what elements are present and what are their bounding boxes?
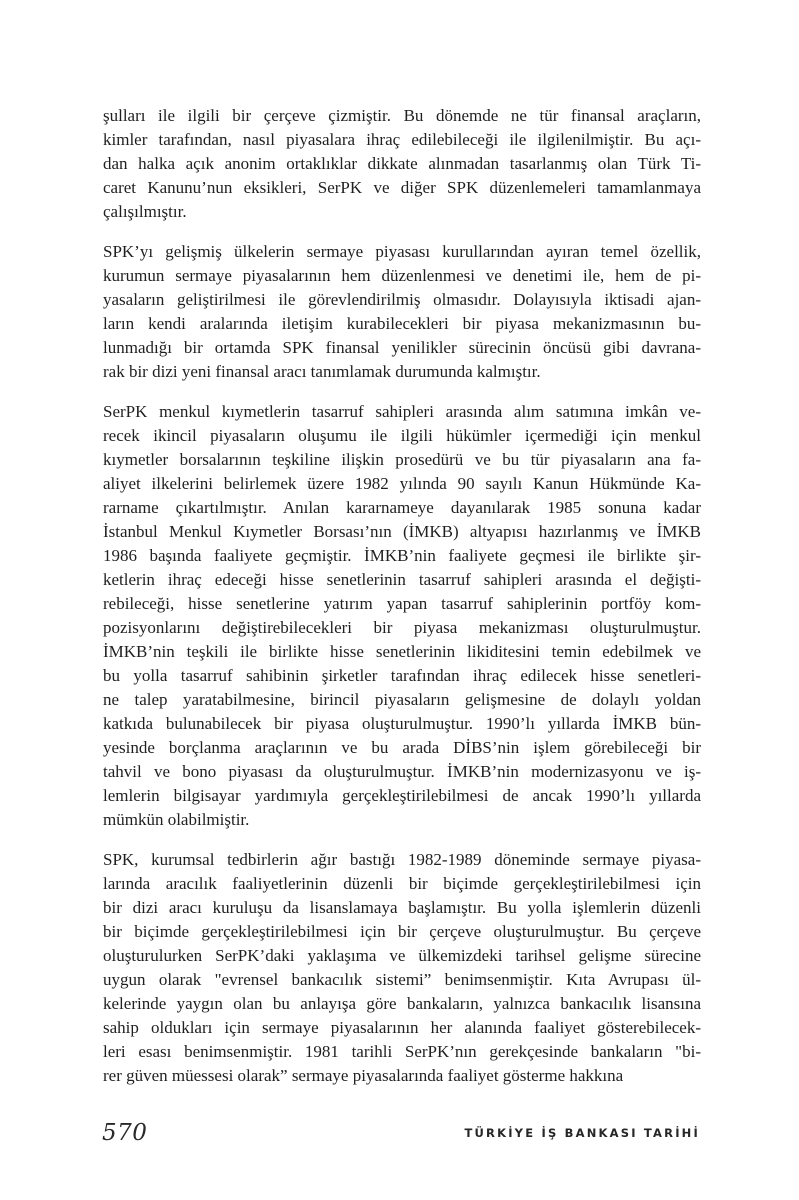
page-footer [0,1118,799,1158]
text-line: leri esası benimsenmiştir. 1981 tarihli SerPK’nın gerekçesinde bankaların "bi- [103,1042,701,1061]
text-line: oluşturulurken SerPK’daki yaklaşıma ve ülkemizdeki tarihsel gelişme sürecine [103,946,701,965]
text-line: İMKB’nin teşkili ile birlikte hisse senetlerinin likiditesini temin edebilmek ve [103,642,701,661]
body-text [103,104,701,1104]
text-line: ne talep yaratabilmesine, birincil piyasaların gelişmesine de dolaylı yoldan [103,690,701,709]
text-line: bir biçimde gerçekleştirilebilmesi için bir çerçeve oluşturulmuştur. Bu çerçeve [103,922,701,941]
text-line: SerPK menkul kıymetlerin tasarruf sahipleri arasında alım satımına imkân ve- [103,402,701,421]
text-line: bir dizi aracı kuruluşu da lisanslamaya başlamıştır. Bu yolla işlemlerin düzenli [103,898,701,917]
paragraph [103,104,701,224]
text-line: rarname çıkartılmıştır. Anılan kararnameye dayanılarak 1985 sonuna kadar [103,498,701,517]
paragraph [103,240,701,384]
paragraph [103,848,701,1088]
page-number: 570 [102,1120,148,1146]
running-title: TÜRKİYE İŞ BANKASI TARİHİ [464,1126,700,1140]
text-line: ketlerin ihraç edeceği hisse senetlerinin tasarruf sahipleri arasında el değişti- [103,570,701,589]
text-line: mümkün olabilmiştir. [103,810,250,829]
text-line: kıymetler borsalarının teşkiline ilişkin prosedürü ve bu tür piyasaların ana fa- [103,450,701,469]
text-line: rebileceği, hisse senetlerine yatırım yapan tasarruf sahiplerinin portföy kom- [103,594,701,613]
text-line: pozisyonlarını değiştirebilecekleri bir piyasa mekanizması oluşturulmuştur. [103,618,701,637]
text-line: yesinde borçlanma araçlarının ve bu arada DİBS’nin işlem görebileceği bir [103,738,701,757]
text-line: dan halka açık anonim ortaklıklar dikkate alınmadan tasarlanmış olan Türk Ti- [103,154,701,173]
paragraph [103,400,701,832]
text-line: İstanbul Menkul Kıymetler Borsası’nın (İMKB) altyapısı hazırlanmış ve İMKB [103,522,701,541]
text-line: SPK’yı gelişmiş ülkelerin sermaye piyasası kurullarından ayıran temel özellik, [103,242,701,261]
text-line: sahip oldukları için sermaye piyasalarının her alanında faaliyet gösterebilecek- [103,1018,701,1037]
text-line: lunmadığı bir ortamda SPK finansal yenilikler sürecinin öncüsü gibi davrana- [103,338,701,357]
text-line: aliyet ilkelerini belirlemek üzere 1982 yılında 90 sayılı Kanun Hükmünde Ka- [103,474,701,493]
text-line: recek ikincil piyasaların oluşumu ile ilgili hükümler içermediği için menkul [103,426,701,445]
text-line: caret Kanunu’nun eksikleri, SerPK ve diğer SPK düzenlemeleri tamamlanmaya [103,178,701,197]
text-line: kelerinde yaygın olan bu anlayışa göre bankaların, yalnızca bankacılık lisansına [103,994,701,1013]
text-line: larında aracılık faaliyetlerinin düzenli bir biçimde gerçekleştirilebilmesi için [103,874,701,893]
text-line: rer güven müessesi olarak” sermaye piyasalarında faaliyet gösterme hakkına [103,1066,624,1085]
text-line: SPK, kurumsal tedbirlerin ağır bastığı 1982-1989 döneminde sermaye piyasa- [103,850,701,869]
text-line: ların kendi aralarında iletişim kurabilecekleri bir piyasa mekanizmasının bu- [103,314,701,333]
text-line: katkıda bulunabilecek bir piyasa oluşturulmuştur. 1990’lı yıllarda İMKB bün- [103,714,701,733]
text-line: kurumun sermaye piyasalarının hem düzenlenmesi ve denetimi ile, hem de pi- [103,266,701,285]
text-line: bu yolla tasarruf sahibinin şirketler tarafından ihraç edilecek hisse senetleri- [103,666,701,685]
text-line: yasaların geliştirilmesi ile görevlendirilmiş olmasıdır. Dolayısıyla iktisadi ajan- [103,290,701,309]
text-line: kimler tarafından, nasıl piyasalara ihraç edilebileceği ile ilgilenilmiştir. Bu açı- [103,130,701,149]
text-line: uygun olarak "evrensel bankacılık sistemi” benimsenmiştir. Kıta Avrupası ül- [103,970,701,989]
text-line: lemlerin bilgisayar yardımıyla gerçekleştirilebilmesi de ancak 1990’lı yıllarda [103,786,701,805]
text-line: çalışılmıştır. [103,202,187,221]
text-line: rak bir dizi yeni finansal aracı tanımlamak durumunda kalmıştır. [103,362,541,381]
text-line: şulları ile ilgili bir çerçeve çizmiştir. Bu dönemde ne tür finansal araçların, [103,106,701,125]
text-line: tahvil ve bono piyasası da oluşturulmuştur. İMKB’nin modernizasyonu ve iş- [103,762,701,781]
text-line: 1986 başında faaliyete geçmiştir. İMKB’nin faaliyete geçmesi ile birlikte şir- [103,546,701,565]
